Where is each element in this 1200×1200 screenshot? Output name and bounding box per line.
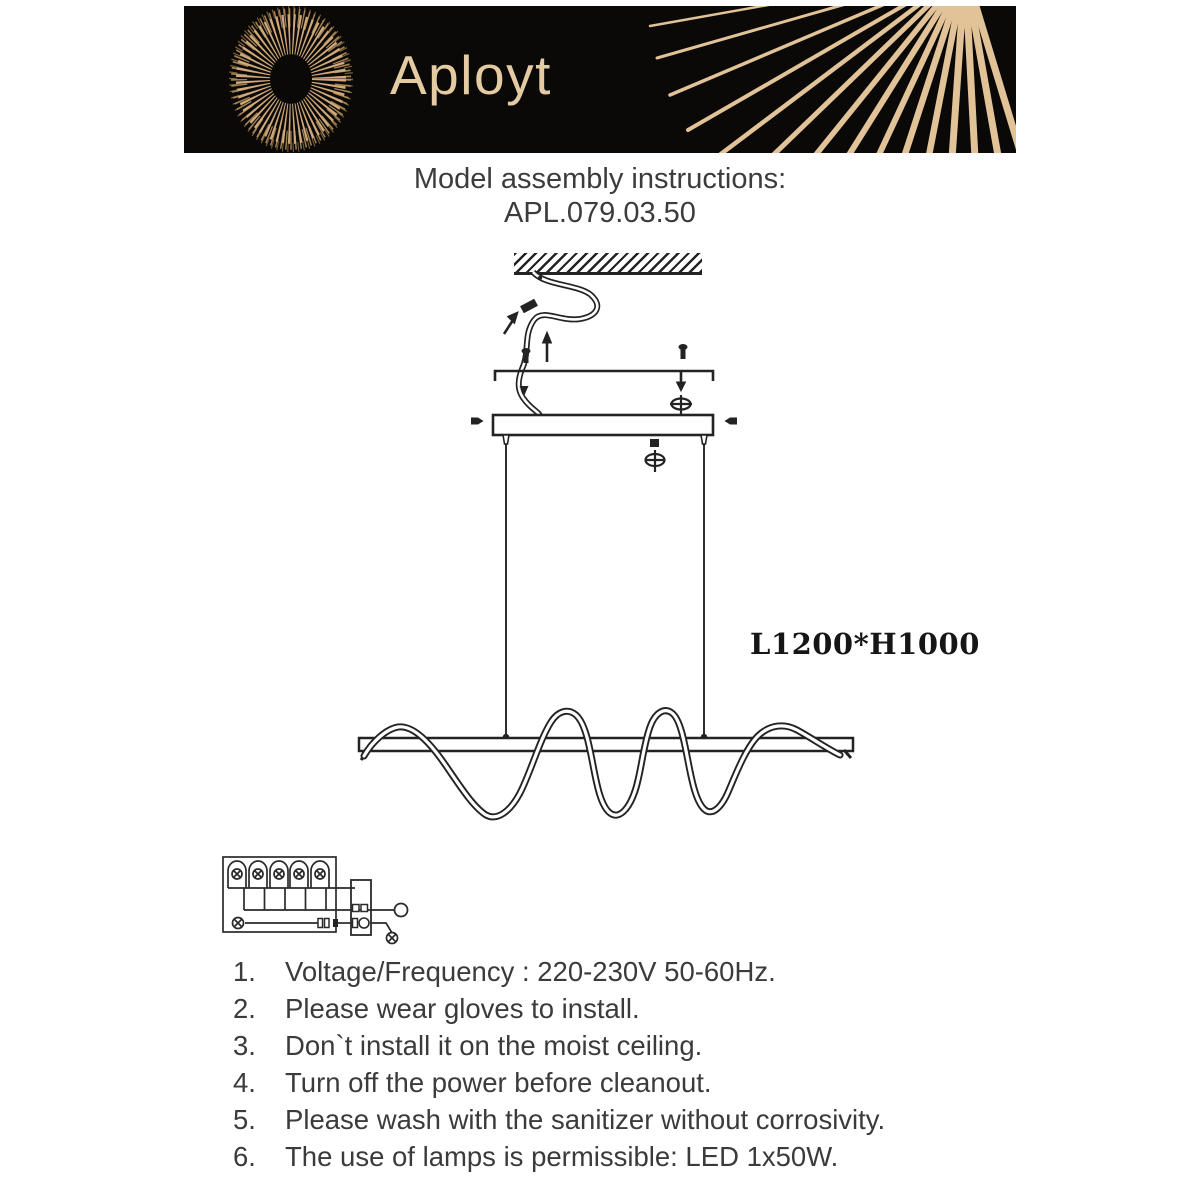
cable-fitting	[520, 299, 538, 314]
dimension-label: L1200*H1000	[750, 627, 980, 661]
lamp-sockets	[228, 861, 329, 888]
lock-nut-icon	[650, 439, 659, 447]
plug-pin	[353, 919, 358, 928]
instructions-list	[233, 953, 1013, 1175]
item-number: 1.	[233, 956, 256, 987]
terminal-pin	[325, 919, 330, 928]
connector-ring-icon	[395, 904, 408, 917]
item-number: 2.	[233, 993, 256, 1024]
item-number: 5.	[233, 1104, 256, 1135]
instruction-item	[233, 1027, 1013, 1064]
terminal-pin	[318, 919, 323, 928]
cable-grip-left	[503, 435, 509, 444]
item-text: The use of lamps is permissible: LED 1x50W.	[285, 1141, 839, 1172]
item-number: 3.	[233, 1030, 256, 1061]
instruction-item	[233, 990, 1013, 1027]
lamp-symbol	[387, 933, 398, 944]
plug-icon	[359, 918, 369, 928]
instruction-item	[233, 1138, 1013, 1175]
item-number: 6.	[233, 1141, 256, 1172]
screw-down-indicator	[670, 372, 692, 414]
side-pin-left-icon	[471, 418, 484, 425]
ceiling-canopy	[493, 415, 713, 435]
item-number: 4.	[233, 1067, 256, 1098]
item-text: Please wash with the sanitizer without corrosivity.	[285, 1104, 886, 1135]
model-number: APL.079.03.50	[504, 197, 696, 229]
item-text: Voltage/Frequency : 220-230V 50-60Hz.	[285, 956, 776, 987]
instruction-item	[233, 953, 1013, 990]
lamp-symbol	[233, 918, 244, 929]
item-text: Please wear gloves to install.	[285, 993, 640, 1024]
slanted-arrow-icon	[508, 312, 519, 324]
item-text: Turn off the power before cleanout.	[285, 1067, 712, 1098]
phillips-screw-icon	[645, 450, 665, 472]
item-text: Don`t install it on the moist ceiling.	[285, 1030, 703, 1061]
wiring-diagram	[223, 857, 408, 944]
driver-terminal	[353, 905, 360, 912]
up-arrow-icon	[543, 332, 552, 343]
instruction-item	[233, 1064, 1013, 1101]
side-pin-right-icon	[725, 418, 738, 425]
cable-grip-right	[701, 435, 707, 444]
led-wave-tube	[364, 711, 840, 817]
down-arrow-icon	[677, 382, 686, 391]
suspension-cables	[503, 435, 707, 740]
page-title: Model assembly instructions:	[413, 163, 787, 195]
brand-name: Aployt	[390, 44, 552, 106]
power-cable	[519, 272, 598, 417]
driver-terminal	[361, 905, 368, 912]
instruction-item	[233, 1101, 1013, 1138]
